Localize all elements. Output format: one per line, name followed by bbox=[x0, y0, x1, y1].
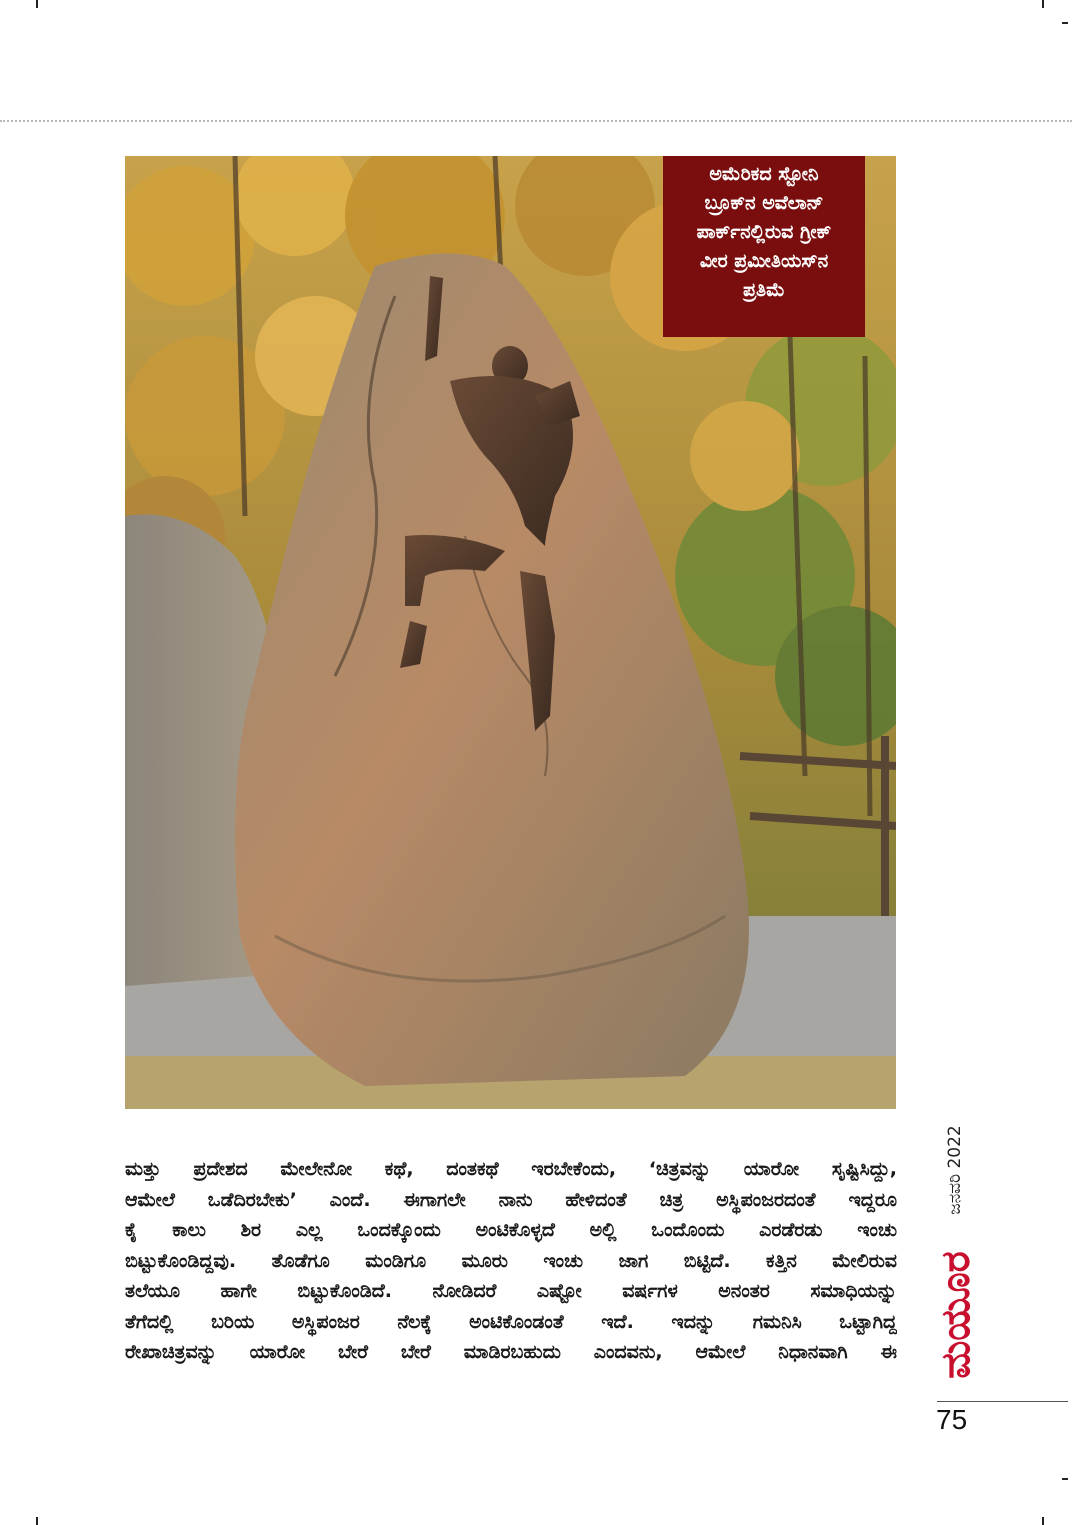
caption-line: ಪಾರ್ಕ್‌ನಲ್ಲಿರುವ ಗ್ರೀಕ್ bbox=[696, 221, 832, 243]
crop-mark-right-bottom bbox=[1062, 1478, 1068, 1480]
issue-date bbox=[935, 1110, 975, 1230]
crop-mark-bottom-right bbox=[1042, 1517, 1044, 1525]
crop-mark-bottom-left bbox=[36, 1517, 38, 1525]
page-number-rule bbox=[937, 1401, 1068, 1402]
magazine-logo-text: ಮಯೂರ bbox=[933, 1251, 979, 1379]
prometheus-statue-photo bbox=[125, 156, 896, 1109]
crop-mark-top-right bbox=[1042, 0, 1044, 8]
caption-line: ವೀರ ಪ್ರಮೀತಿಯಸ್‌ನ bbox=[699, 250, 829, 272]
caption-line: ಪ್ರತಿಮೆ bbox=[743, 279, 785, 301]
article-body bbox=[125, 1154, 897, 1368]
photo-caption bbox=[663, 156, 865, 337]
caption-line: ಬ್ರೂಕ್‌ನ ಅವೆಲಾನ್ bbox=[704, 192, 824, 214]
magazine-logo bbox=[928, 1240, 984, 1390]
article-line: ಬಿಟ್ಟುಕೊಂಡಿದ್ದವು. ತೊಡೆಗೂ ಮಂಡಿಗೂ ಮೂರು ಇಂಚು ಜಾಗ ಬಿಟ್ಟಿದೆ. ಕತ್ತಿನ ಮೇಲಿರುವ bbox=[125, 1249, 897, 1272]
crop-mark-top-left bbox=[36, 0, 38, 8]
caption-line: ಅಮೆರಿಕದ ಸ್ಟೋನಿ bbox=[709, 163, 819, 185]
article-line: ಮತ್ತು ಪ್ರದೇಶದ ಮೇಲೇನೋ ಕಥೆ, ದಂತಕಥೆ ಇರಬೇಕೆಂದು, ‘ಚಿತ್ರವನ್ನು ಯಾರೋ ಸೃಷ್ಟಿಸಿದ್ದು, bbox=[125, 1158, 897, 1180]
header-dotted-rule bbox=[0, 120, 1072, 122]
article-line: ರೇಖಾಚಿತ್ರವನ್ನು ಯಾರೋ ಬೇರೆ ಬೇರೆ ಮಾಡಿರಬಹುದು ಎಂದವನು, ಆಮೇಲೆ ನಿಧಾನವಾಗಿ ಈ bbox=[125, 1341, 897, 1363]
article-line: ಆಮೇಲೆ ಒಡೆದಿರಬೇಕು’ ಎಂದೆ. ಈಗಾಗಲೇ ನಾನು ಹೇಳಿದಂತೆ ಚಿತ್ರ ಅಸ್ಥಿಪಂಜರದಂತೆ ಇದ್ದರೂ bbox=[125, 1188, 897, 1211]
issue-date-text: ಜನವರಿ 2022 bbox=[945, 1125, 965, 1215]
article-line: ಕೈ ಕಾಲು ಶಿರ ಎಲ್ಲ ಒಂದಕ್ಕೊಂದು ಅಂಟಿಕೊಳ್ಳದೆ ಅಲ್ಲಿ ಒಂದೊಂದು ಎರಡೆರಡು ಇಂಚು bbox=[125, 1219, 897, 1241]
crop-mark-right-top bbox=[1062, 22, 1068, 24]
page-number: 75 bbox=[936, 1404, 968, 1435]
article-line: ತೆಗೆದಲ್ಲಿ ಬರಿಯ ಅಸ್ಥಿಪಂಜರ ನೆಲಕ್ಕೆ ಅಂಟಿಕೊಂಡಂತೆ ಇದೆ. ಇದನ್ನು ಗಮನಿಸಿ ಒಟ್ಟಾಗಿದ್ದ bbox=[125, 1310, 897, 1333]
article-line: ತಲೆಯೂ ಹಾಗೇ ಬಿಟ್ಟುಕೊಂಡಿದೆ. ನೋಡಿದರೆ ಎಷ್ಟೋ ವರ್ಷಗಳ ಅನಂತರ ಸಮಾಧಿಯನ್ನು bbox=[125, 1280, 897, 1302]
